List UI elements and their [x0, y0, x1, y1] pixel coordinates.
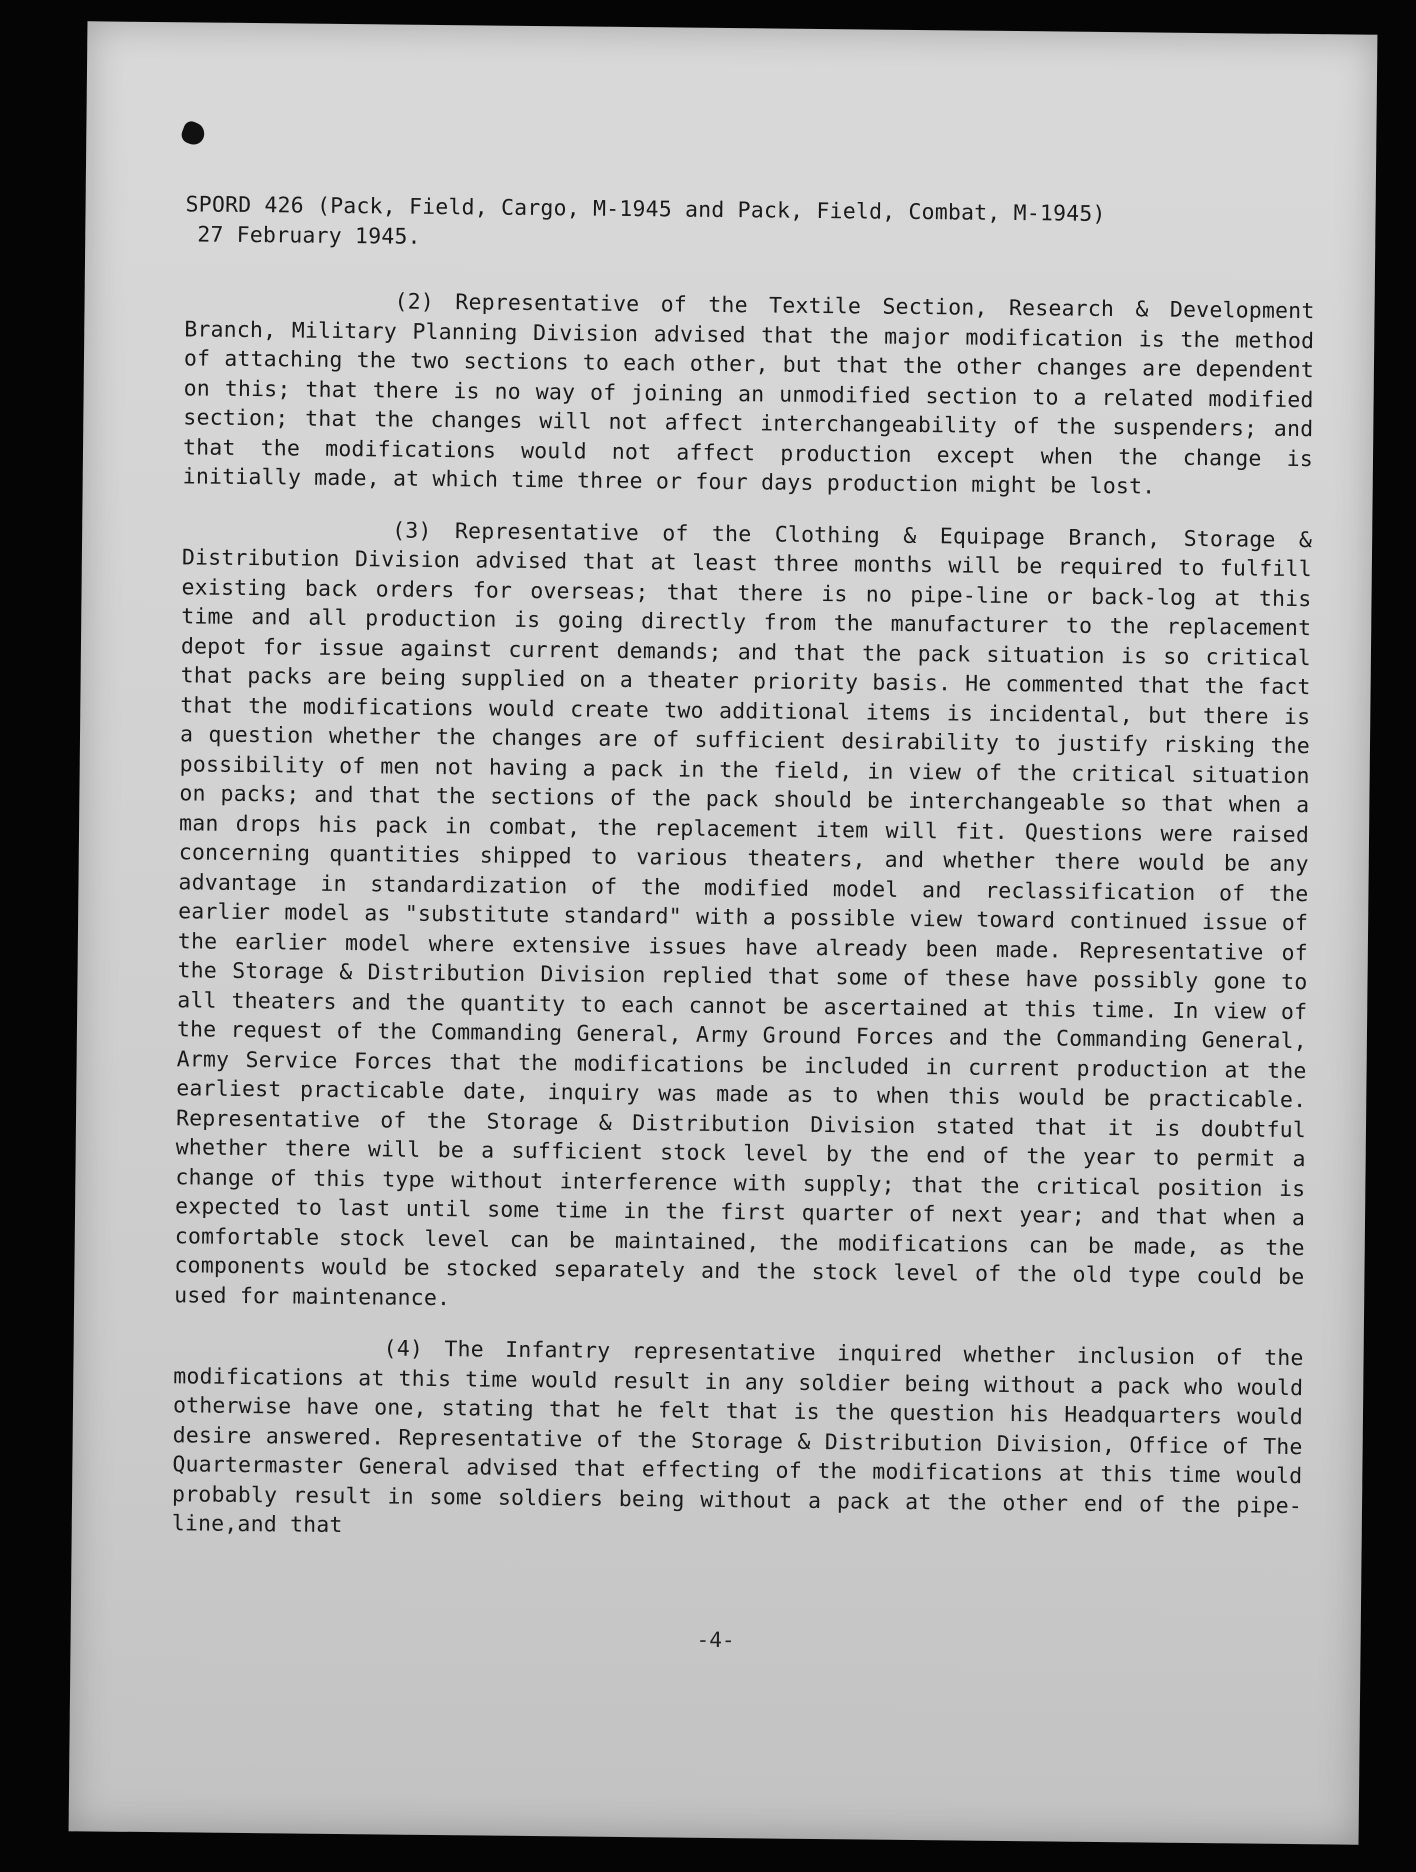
header-date: 27 February 1945.: [197, 221, 421, 250]
header-reference: SPORD 426 (Pack, Field, Cargo, M-1945 and Pack, Field, Combat, M-1945): [185, 192, 1106, 227]
document-body: [171, 190, 1315, 1572]
paragraph-3: (3) Representative of the Clothing & Equipage Branch, Storage & Distribution Division advised that at least three months will be required to fulfill existing back orders for overseas; that there is no pipe-line or back-log at this time and all production is going directly from the manufacturer to the replacement depot for issue against current demands; and that the pack situation is so critical that packs are being supplied on a theater priority basis. He commented that the fact that the modifications would create two additional items is incidental, but there is a question whether the changes are of sufficient desirability to justify risking the possibility of men not having a pack in the field, in view of the critical situation on packs; and that the sections of the pack should be interchangeable so that when a man drops his pack in combat, the replacement item will fit. Questions were raised concerning quantities shipped to various theaters, and whether there would be any advantage in standardization of the modified model and reclassification of the earlier model as "substitute standard" with a possible view toward continued issue of the earlier model where extensive issues have already been made. Representative of the Storage & Distribution Division replied that some of these have possibly gone to all theaters and the quantity to each cannot be ascertained at this time. In view of the request of the Commanding General, Army Ground Forces and the Commanding General, Army Service Forces that the modifications be included in current production at the earliest practicable date, inquiry was made as to when this would be practicable. Representative of the Storage & Distribution Division stated that it is doubtful whether there will be a sufficient stock level by the end of the year to permit a change of this type without interference with supply; that the critical position is expected to last until some time in the first quarter of next year; and that when a comfortable stock level can be maintained, the modifications can be made, as the components would be stocked separately and the stock level of the old type could be used for maintenance.: [174, 518, 1313, 1311]
document-header: [185, 190, 1316, 261]
document-page: [69, 21, 1378, 1844]
page-number: -4-: [696, 1627, 735, 1653]
paragraph-2: (2) Representative of the Textile Section, Research & Development Branch, Military Planning Division advised that the major modification is the method of attaching the two sections to each other, but that the other changes are dependent on this; that there is no way of joining an unmodified section to a related modified section; that the changes will not affect interchangeability of the suspenders; and that the modifications would not affect production except when the change is initially made, at which time three or four days production might be lost.: [182, 289, 1315, 500]
ink-blot-mark: [179, 119, 207, 147]
paragraph-4: (4) The Infantry representative inquired whether inclusion of the modifications at this time would result in any soldier being without a pack who would otherwise have one, stating that he felt that is the question his Headquarters would desire answered. Representative of the Storage & Distribution Division, Office of The Quartermaster General advised that effecting of the modifications at this time would probably result in some soldiers being without a pack at the other end of the pipe-line,and that: [171, 1336, 1304, 1539]
